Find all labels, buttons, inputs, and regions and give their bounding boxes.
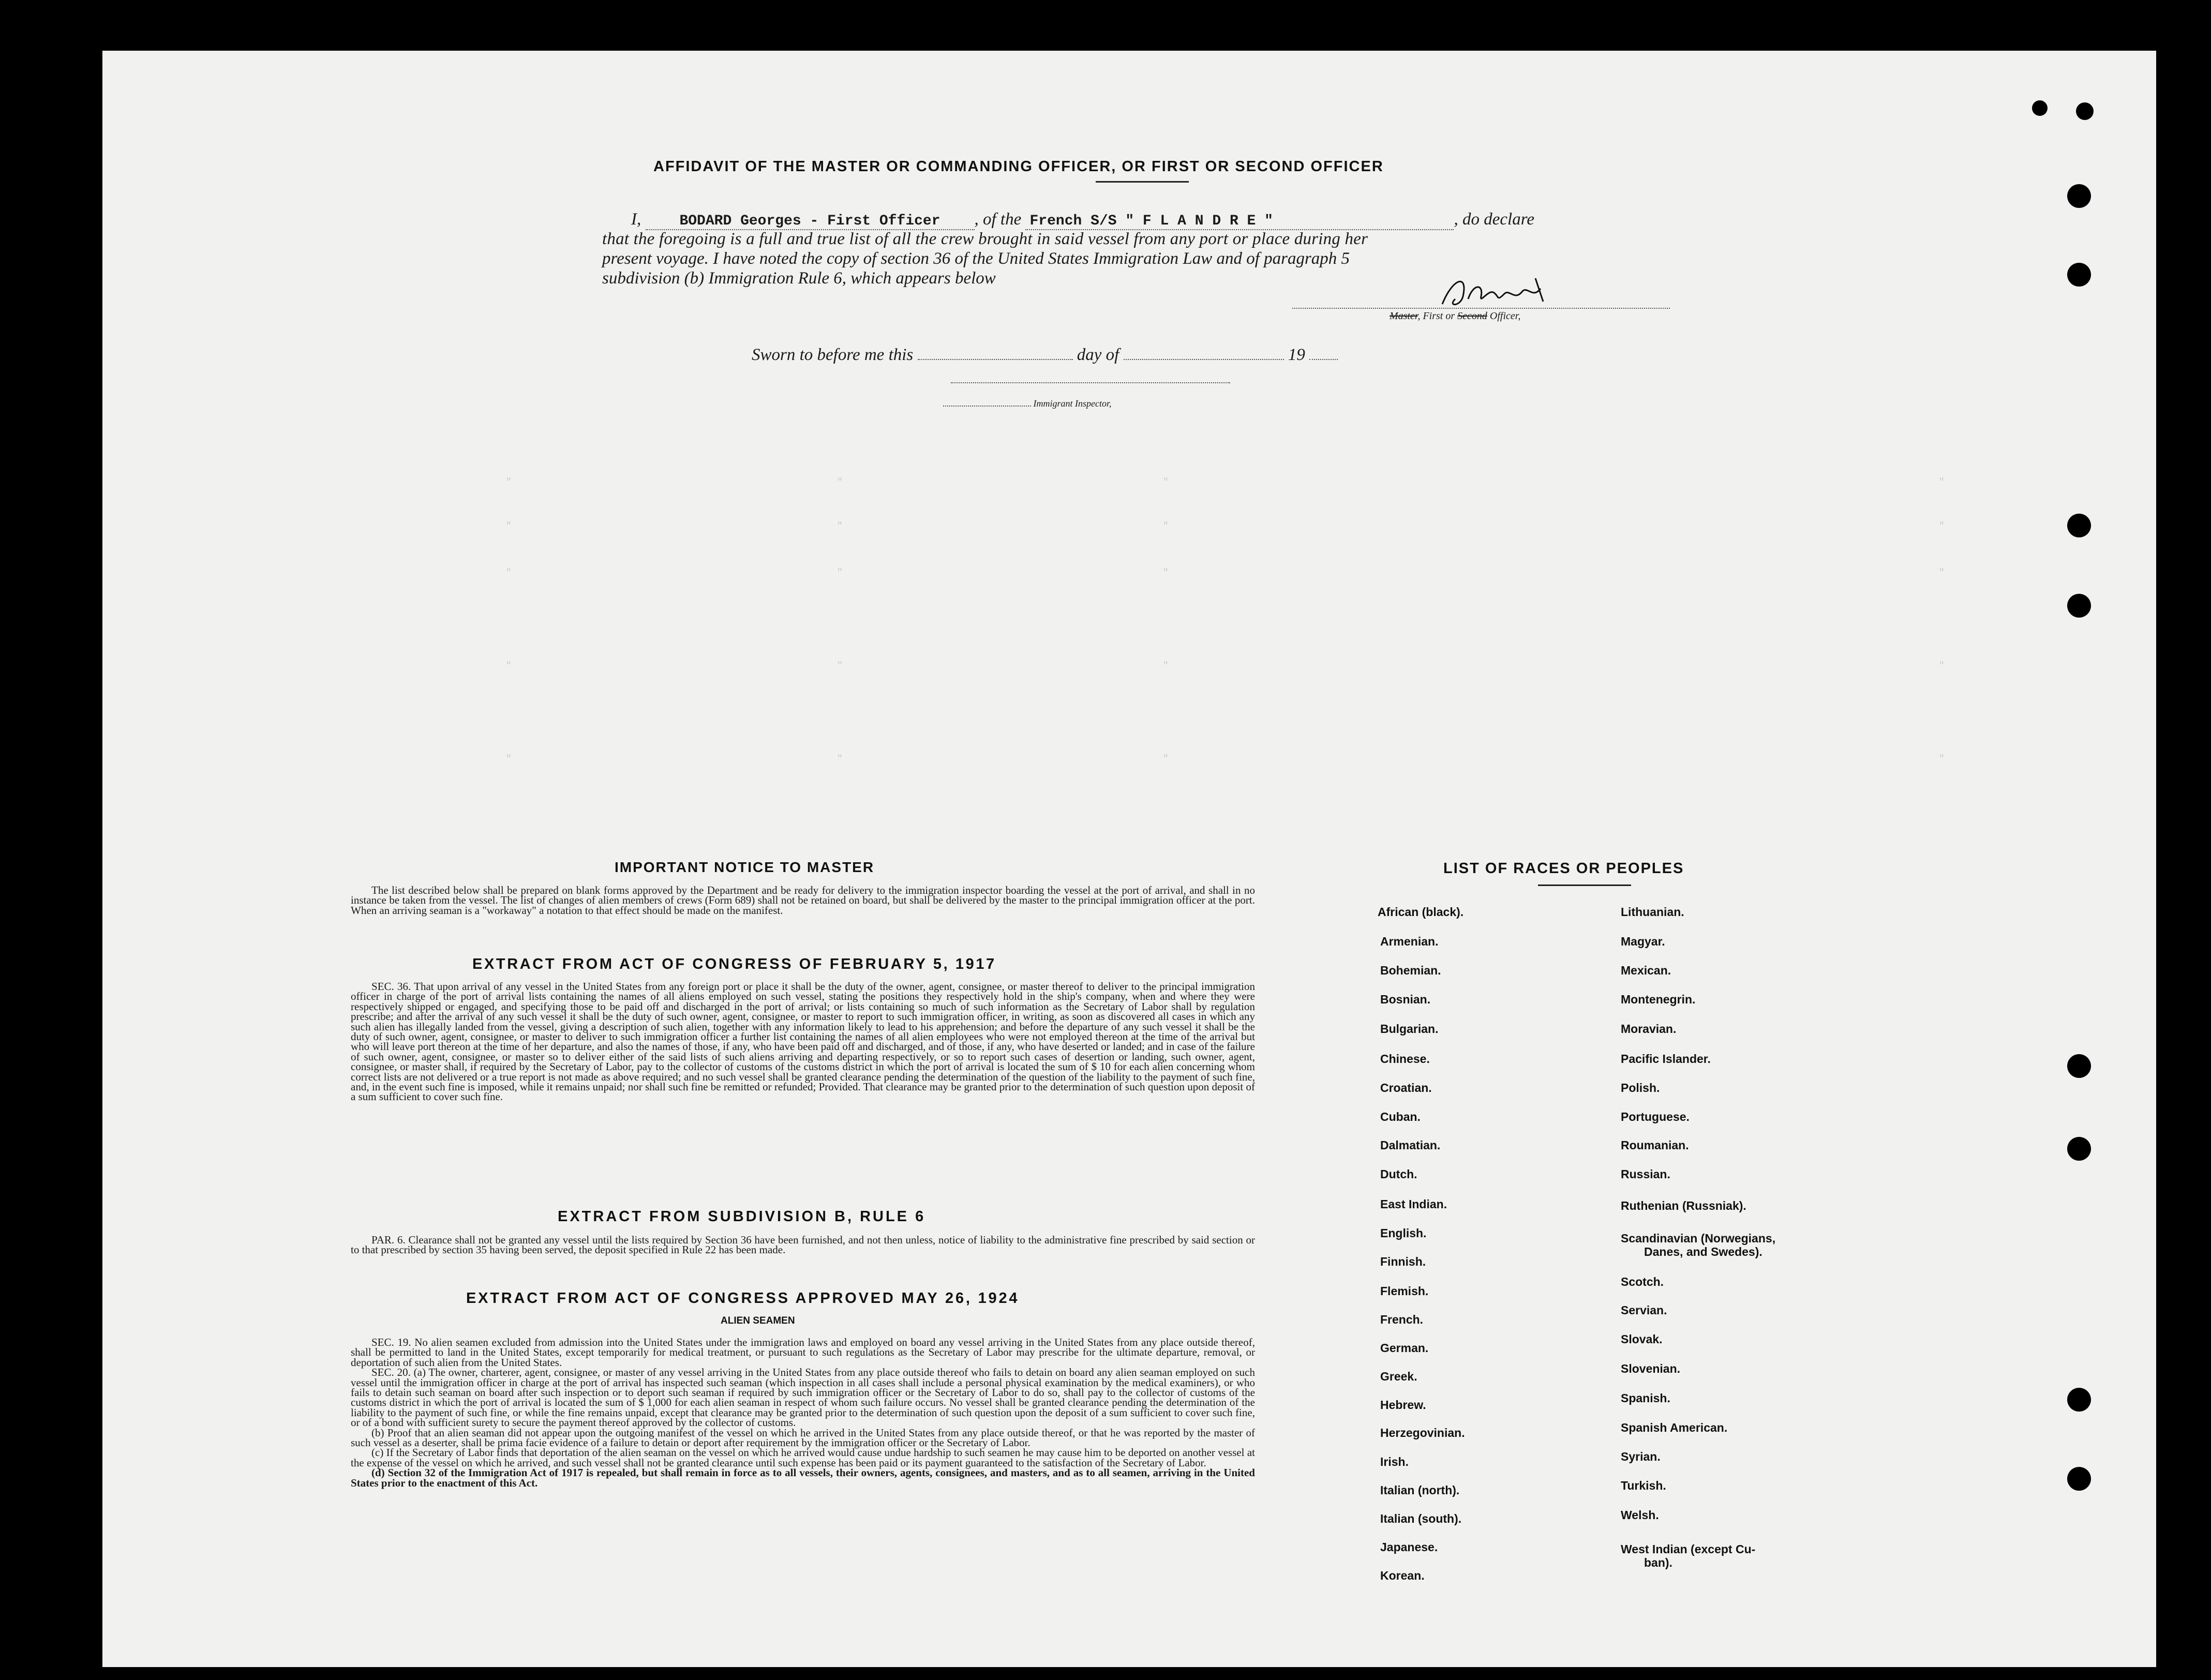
title-underline bbox=[1096, 181, 1189, 183]
race-item: Polish. bbox=[1621, 1081, 1660, 1094]
race-item: Slovenian. bbox=[1621, 1362, 1681, 1375]
extract-1917-text bbox=[351, 982, 1255, 1102]
ditto-mark: " bbox=[1163, 521, 1169, 532]
race-item: German. bbox=[1380, 1341, 1429, 1355]
sec-19-paragraph: SEC. 19. No alien seamen excluded from admission into the United States under the immigration laws and employed on board any vessel arriving in the United States from any place outside thereof, shall be permitted to land in the United States, except temporarily for medical treatment, or pursuant to such regulations as the Secretary of Labor may prescribe for the ultimate departure, removal, or deportation of such alien from the United States. bbox=[351, 1336, 1255, 1369]
notice-title: IMPORTANT NOTICE TO MASTER bbox=[615, 859, 875, 875]
declaration-line-1 bbox=[631, 210, 1534, 230]
races-title-underline bbox=[1538, 884, 1631, 886]
race-item: Irish. bbox=[1380, 1455, 1409, 1468]
race-item: Spanish. bbox=[1621, 1391, 1670, 1405]
race-item: Chinese. bbox=[1380, 1052, 1430, 1066]
ditto-mark: " bbox=[1939, 754, 1945, 764]
officer-name: BODARD Georges - First Officer bbox=[646, 213, 975, 230]
sec-20c-paragraph: (c) If the Secretary of Labor finds that deportation of the alien seaman on the vessel on which he arrived would cause undue hardship to such seamen he may cause him to be deported on another vessel at the expense of the vessel on which he arrived, and such vessel shall not be granted clearance until such expense has been paid or its payment guaranteed to the satisfaction of the Secretary of Labor. bbox=[351, 1446, 1255, 1469]
sworn-day-blank bbox=[918, 359, 1073, 360]
race-item: West Indian (except Cu- bbox=[1621, 1542, 1756, 1556]
vessel-name: French S/S " F L A N D R E " bbox=[1025, 213, 1454, 230]
first-or-label: , First or bbox=[1417, 310, 1455, 322]
punch-hole bbox=[2067, 1054, 2091, 1078]
race-item: African (black). bbox=[1378, 905, 1464, 919]
subdivision-b-text bbox=[351, 1235, 1255, 1255]
punch-hole bbox=[2067, 1467, 2091, 1491]
ditto-mark: " bbox=[837, 754, 843, 764]
inspector-signature-line bbox=[951, 382, 1230, 383]
race-item: Bohemian. bbox=[1380, 964, 1441, 977]
declaration-line-2: that the foregoing is a full and true list of all the crew brought in said vessel from any port or place during her bbox=[602, 230, 1368, 248]
ditto-mark: " bbox=[1939, 661, 1945, 671]
race-item: Welsh. bbox=[1621, 1508, 1659, 1522]
race-item: Pacific Islander. bbox=[1621, 1052, 1711, 1066]
race-item: Russian. bbox=[1621, 1167, 1670, 1181]
document-page bbox=[102, 51, 2156, 1667]
officer-title-caption bbox=[1390, 310, 1520, 322]
race-item: Bosnian. bbox=[1380, 993, 1431, 1006]
punch-hole bbox=[2076, 102, 2094, 120]
signature-text: J.Bodard bbox=[1432, 273, 1434, 274]
race-item: Armenian. bbox=[1380, 935, 1439, 948]
race-item: Italian (north). bbox=[1380, 1483, 1460, 1497]
race-item: Danes, and Swedes). bbox=[1644, 1245, 1762, 1258]
race-item: Italian (south). bbox=[1380, 1512, 1462, 1525]
inspector-caption bbox=[943, 398, 1112, 409]
day-of-label: day of bbox=[1077, 346, 1119, 364]
ditto-mark: " bbox=[506, 568, 512, 578]
extract-1917-title: EXTRACT FROM ACT OF CONGRESS OF FEBRUARY 5, 1917 bbox=[472, 956, 996, 972]
punch-hole bbox=[2067, 514, 2091, 537]
notice-paragraph: The list described below shall be prepared on blank forms approved by the Department and be ready for delivery to the immigration inspector boarding the vessel at the port of arrival, and shall in no instance be taken from the vessel. The list of changes of alien members of crews (Form 689) shall not be retained on board, but shall be delivered by the master to the principal immigration officer at the port. When an arriving seaman is a "workaway" a notation to that effect should be made on the manifest. bbox=[351, 884, 1255, 917]
sec-20d-paragraph: (d) Section 32 of the Immigration Act of 1917 is repealed, but shall remain in force as to all vessels, their owners, agents, consignees, and masters, and as to all seamen, arriving in the United States prior to the enactment of this Act. bbox=[351, 1466, 1255, 1489]
race-item: Magyar. bbox=[1621, 935, 1665, 948]
race-item: French. bbox=[1380, 1313, 1424, 1326]
punch-hole bbox=[2032, 100, 2048, 116]
race-item: Bulgarian. bbox=[1380, 1022, 1439, 1036]
master-struck: Master bbox=[1390, 310, 1418, 322]
ditto-mark: " bbox=[1939, 568, 1945, 578]
race-item: Korean. bbox=[1380, 1569, 1425, 1582]
ditto-mark: " bbox=[506, 477, 512, 488]
ditto-mark: " bbox=[1939, 477, 1945, 488]
race-item: Dalmatian. bbox=[1380, 1138, 1441, 1152]
signature-line bbox=[1292, 308, 1670, 309]
race-item: Croatian. bbox=[1380, 1081, 1432, 1094]
ditto-mark: " bbox=[837, 568, 843, 578]
race-item: Ruthenian (Russniak). bbox=[1621, 1199, 1746, 1212]
punch-hole bbox=[2067, 1137, 2091, 1161]
race-item: Syrian. bbox=[1621, 1450, 1661, 1463]
race-item: Greek. bbox=[1380, 1370, 1417, 1383]
sworn-line bbox=[752, 346, 1338, 365]
race-item: Slovak. bbox=[1621, 1332, 1663, 1346]
of-the-label: , of the bbox=[974, 210, 1022, 229]
race-item: Lithuanian. bbox=[1621, 905, 1684, 919]
sworn-label: Sworn to before me this bbox=[752, 346, 914, 364]
officer-label: Officer, bbox=[1487, 310, 1521, 322]
race-item: Hebrew. bbox=[1380, 1398, 1426, 1412]
race-item: Finnish. bbox=[1380, 1255, 1426, 1268]
race-item: Herzegovinian. bbox=[1380, 1426, 1465, 1439]
second-struck: Second bbox=[1457, 310, 1487, 322]
ditto-mark: " bbox=[1163, 754, 1169, 764]
race-item: Japanese. bbox=[1380, 1540, 1438, 1554]
punch-hole bbox=[2067, 263, 2091, 287]
race-item: Roumanian. bbox=[1621, 1138, 1689, 1152]
ditto-mark: " bbox=[506, 661, 512, 671]
race-item: Flemish. bbox=[1380, 1284, 1429, 1298]
race-item: Mexican. bbox=[1621, 964, 1671, 977]
ditto-mark: " bbox=[837, 521, 843, 532]
ditto-mark: " bbox=[506, 521, 512, 532]
race-item: Portuguese. bbox=[1621, 1110, 1690, 1123]
race-item: Turkish. bbox=[1621, 1479, 1666, 1492]
sec-20b-paragraph: (b) Proof that an alien seaman did not appear upon the outgoing manifest of the vessel on which he arrived in the United States from any place outside thereof, or that he was reported by the master of such vessel as a deserter, shall be prima facie evidence of a failure to detain or deport after requirement by the immigration officer or the Secretary of Labor. bbox=[351, 1426, 1255, 1449]
par-6-paragraph: PAR. 6. Clearance shall not be granted any vessel until the lists required by Section 36 have been furnished, and not then unless, notice of liability to the administrative fine prescribed by said section or to that prescribed by section 35 having been served, the deposit specified in Rule 22 has been made. bbox=[351, 1234, 1255, 1256]
race-item: Moravian. bbox=[1621, 1022, 1677, 1036]
inspector-label: Immigrant Inspector, bbox=[1033, 398, 1112, 409]
sec-20a-paragraph: SEC. 20. (a) The owner, charterer, agent, consignee, or master of any vessel arriving in the United States from any place outside thereof who fails to detain on board any alien seaman employed on such vessel until the immigration officer in charge at the port of arrival has inspected such seaman (which inspection in all cases shall include a personal physical examination by the medical examiners), or who fails to detain such seaman on board after such inspection or to deport such seaman if required by such immigration officer or the Secretary of Labor to do so, shall pay to the collector of customs of the customs district in which the port of arrival is located the sum of $ 1,000 for each alien seaman in respect of whom such failure occurs. No vessel shall be granted clearance pending the determination of the liability to the payment of such fine, or while the fine remains unpaid, except that clearance may be granted prior to the determination of such question upon the deposit of a sum sufficient to cover such fine, or of a bond with sufficient surety to secure the payment thereof approved by the collector of customs. bbox=[351, 1366, 1255, 1429]
extract-1924-text bbox=[351, 1338, 1255, 1488]
race-item: East Indian. bbox=[1380, 1197, 1447, 1211]
race-item: English. bbox=[1380, 1226, 1427, 1240]
alien-seamen-subtitle: ALIEN SEAMEN bbox=[721, 1315, 795, 1326]
notice-text bbox=[351, 886, 1255, 916]
declaration-line-3: present voyage. I have noted the copy of section 36 of the United States Immigration Law and of paragraph 5 bbox=[602, 249, 1350, 268]
do-declare-label: , do declare bbox=[1454, 210, 1534, 229]
race-item: Scandinavian (Norwegians, bbox=[1621, 1232, 1776, 1245]
race-item: ban). bbox=[1644, 1556, 1672, 1569]
ditto-mark: " bbox=[506, 754, 512, 764]
punch-hole bbox=[2067, 1388, 2091, 1412]
subdivision-b-title: EXTRACT FROM SUBDIVISION B, RULE 6 bbox=[558, 1208, 926, 1225]
punch-hole bbox=[2067, 594, 2091, 618]
declaration-line-4: subdivision (b) Immigration Rule 6, which appears below bbox=[602, 269, 996, 288]
race-item: Montenegrin. bbox=[1621, 993, 1696, 1006]
pronoun: I, bbox=[631, 210, 641, 229]
ditto-mark: " bbox=[1163, 477, 1169, 488]
ditto-mark: " bbox=[1163, 568, 1169, 578]
ditto-mark: " bbox=[1163, 661, 1169, 671]
inspector-blank bbox=[943, 406, 1031, 407]
sworn-year-blank bbox=[1309, 359, 1338, 360]
ditto-mark: " bbox=[837, 477, 843, 488]
ditto-mark: " bbox=[837, 661, 843, 671]
race-item: Scotch. bbox=[1621, 1275, 1664, 1288]
year-label: 19 bbox=[1288, 346, 1305, 364]
sec-36-paragraph: SEC. 36. That upon arrival of any vessel in the United States from any foreign port or place it shall be the duty of the owner, agent, consignee, or master thereof to deliver to the principal immigration officer in charge of the port of arrival lists containing the names of all aliens employed on such vessel, stating the positions they respectively hold in the ship's company, when and where they were respectively shipped or engaged, and specifying those to be paid off and discharged in the port of arrival; or lists containing so much of such information as the Secretary of Labor shall by regulation prescribe; and after the arrival of any such vessel it shall be the duty of such owner, agent, consignee, or master to report to such immigration officer, in writing, as soon as discovered all cases in which any such alien has illegally landed from the vessel, giving a description of such alien, together with any information likely to lead to his apprehension; and before the departure of any such vessel it shall be the duty of such owner, agent, consignee, or master to deliver to such immigration officer a further list containing the names of all alien employees who were not employed thereon at the time of the arrival but who will leave port thereon at the time of her departure, and also the names of those, if any, who have been paid off and discharged, and of those, if any, who have deserted or landed; and in case of the failure of such owner, agent, consignee, or master so to deliver either of the said lists of such aliens arriving and departing respectively, or so to report such cases of desertion or landing, such owner, agent, consignee, or master shall, if required by the Secretary of Labor, pay to the collector of customs of the customs district in which the port of arrival is located the sum of $ 10 for each alien concerning whom correct lists are not delivered or a true report is not made as above required; and no such vessel shall be granted clearance pending the determination of the question of the liability to the payment of such fine, and, in the event such fine is imposed, while it remains unpaid; nor shall such fine be remitted or refunded; Provided. That clearance may be granted prior to the determination of such question upon deposit of a sum sufficient to cover such fine. bbox=[351, 980, 1255, 1103]
punch-hole bbox=[2067, 184, 2091, 208]
sworn-month-blank bbox=[1124, 359, 1284, 360]
ditto-mark: " bbox=[1939, 521, 1945, 532]
races-title: LIST OF RACES OR PEOPLES bbox=[1443, 860, 1684, 877]
race-item: Cuban. bbox=[1380, 1110, 1421, 1123]
race-item: Dutch. bbox=[1380, 1167, 1417, 1181]
affidavit-title: AFFIDAVIT OF THE MASTER OR COMMANDING OFFICER, OR FIRST OR SECOND OFFICER bbox=[653, 158, 1384, 175]
race-item: Spanish American. bbox=[1621, 1421, 1728, 1434]
race-item: Servian. bbox=[1621, 1303, 1667, 1317]
extract-1924-title: EXTRACT FROM ACT OF CONGRESS APPROVED MAY 26, 1924 bbox=[466, 1290, 1020, 1307]
